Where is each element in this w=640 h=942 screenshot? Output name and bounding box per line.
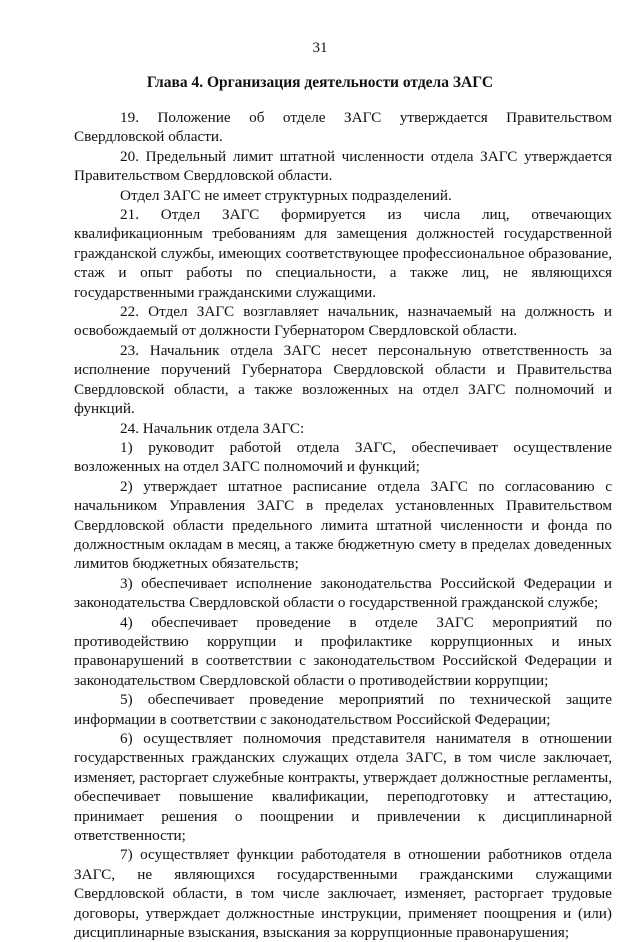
page-number: 31 xyxy=(312,40,328,56)
paragraph-22: 22. Отдел ЗАГС возглавляет начальник, назначаемый на должность и освобождаемый от должности Губернатором Свердловской области. xyxy=(74,303,612,340)
list-item-6: 6) осуществляет полномочия представителя нанимателя в отношении государственных гражданских служащих отдела ЗАГС, в том числе заключает, изменяет, расторгает служебные контракты, утверждает должностные регламенты, обеспечивает повышение квалификации, переподготовку и аттестацию, принимает решения о поощрении и привлечении к дисциплинарной ответственности; xyxy=(74,730,612,845)
paragraph-24: 24. Начальник отдела ЗАГС: xyxy=(120,419,305,437)
paragraph-19: 19. Положение об отделе ЗАГС утверждается Правительством Свердловской области. xyxy=(74,109,612,146)
list-item-3: 3) обеспечивает исполнение законодательства Российской Федерации и законодательства Свердловской области о государственной гражданской службе; xyxy=(74,574,612,612)
paragraph-20-note: Отдел ЗАГС не имеет структурных подразделений. xyxy=(120,186,452,204)
paragraph-21: 21. Отдел ЗАГС формируется из числа лиц, отвечающих квалификационным требованиям для замещения должностей государственной гражданской службы, имеющих соответствующее профессиональное образование, стаж и опыт работы по специальности, а также лиц, не являющихся государственными гражданскими служащими. xyxy=(74,206,612,301)
list-item-1: 1) руководит работой отдела ЗАГС, обеспечивает осуществление возложенных на отдел ЗАГС полномочий и функций; xyxy=(74,438,612,476)
list-item-7: 7) осуществляет функции работодателя в отношении работников отдела ЗАГС, не являющихся государственными гражданскими служащими Свердловской области, в том числе заключает, изменяет, расторгает трудовые договоры, утверждает должностные инструкции, применяет поощрения и (или) дисциплинарные взыскания, взыскания за коррупционные правонарушения; xyxy=(74,846,612,942)
chapter-title: Глава 4. Организация деятельности отдела ЗАГС xyxy=(146,74,494,91)
list-item-2: 2) утверждает штатное расписание отдела ЗАГС по согласованию с начальником Управления ЗАГС в пределах установленных Правительством Свердловской области предельного лимита штатной численности и фонда по должностным окладам в месяц, а также бюджетную смету в пределах доведенных лимитов бюджетных обязательств; xyxy=(74,477,612,573)
list-item-4: 4) обеспечивает проведение в отделе ЗАГС мероприятий по противодействию коррупции и профилактике коррупционных и иных правонарушений в соответствии с законодательством Российской Федерации и законодательством Свердловской области о противодействии коррупции; xyxy=(74,613,612,689)
document-body xyxy=(74,108,612,942)
paragraph-20: 20. Предельный лимит штатной численности отдела ЗАГС утверждается Правительством Свердловской области. xyxy=(74,147,612,185)
paragraph-23: 23. Начальник отдела ЗАГС несет персональную ответственность за исполнение поручений Губернатора Свердловской области и Правительства Свердловской области, а также возложенных на отдел ЗАГС полномочий и функций. xyxy=(74,341,612,418)
list-item-5: 5) обеспечивает проведение мероприятий по технической защите информации в соответствии с законодательством Российской Федерации; xyxy=(74,691,612,728)
